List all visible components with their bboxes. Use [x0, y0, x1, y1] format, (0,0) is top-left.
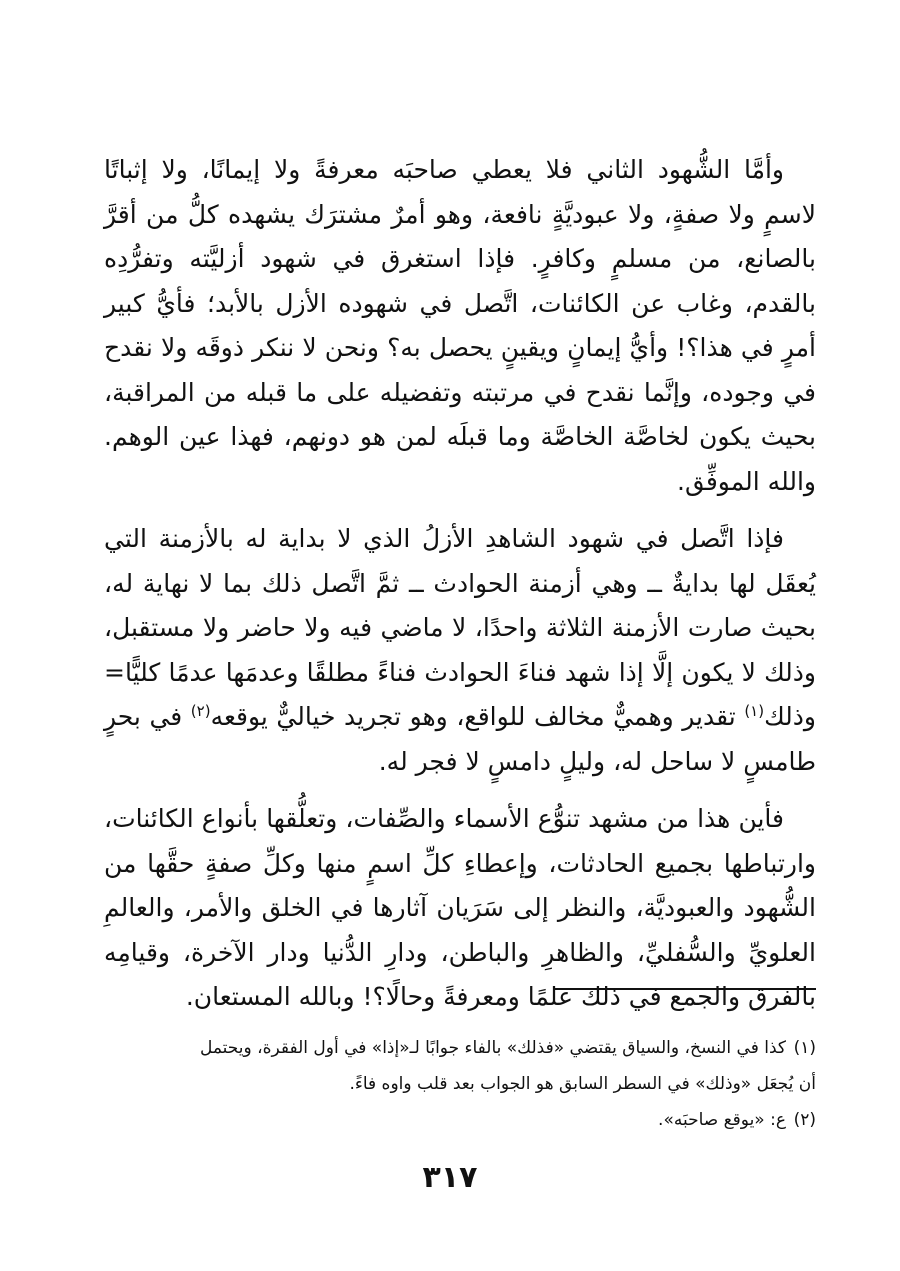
paragraph-2-part-1: فإذا اتَّصل في شهود الشاهدِ الأزلُ الذي لا بداية له بالأزمنة التي يُعقَل لها بدايةٌ ــ وهي أزمنة الحوادث ــ ثمَّ اتَّصل ذلك بما لا نهاية له، بحيث صارت الأزمنة الثلاثة واحدًا، لا ماضي فيه ولا حاضر ولا مستقبل، وذلك لا يكون إلَّا إذا شهد فناءَ الحوادث فناءً مطلقًا وعدمَها عدمًا كليًّا= وذلك: [104, 524, 816, 731]
paragraph-2-part-3: في بحرٍ طامسٍ لا ساحل له، وليلٍ دامسٍ لا فجر له.: [104, 702, 816, 776]
footnote-1-line-1: كذا في النسخ، والسياق يقتضي «فذلك» بالفاء جوابًا لـ«إذا» في أول الفقرة، ويحتمل: [199, 1038, 786, 1058]
footnote-ref-2[interactable]: (٢): [190, 702, 211, 720]
footnote-1: [96, 1030, 816, 1066]
footnote-2-text: ع: «يوقع صاحبَه».: [658, 1110, 786, 1130]
paragraph-3: فأين هذا من مشهد تنوُّع الأسماء والصِّفات، وتعلُّقها بأنواع الكائنات، وارتباطها بجميع الحادثات، وإعطاءِ كلِّ اسمٍ منها وكلِّ صفةٍ حقَّها من الشُّهود والعبوديَّة، والنظر إلى سَرَيان آثارها في الخلق والأمر، والعالمِ العلويِّ والسُّفليِّ، والظاهرِ والباطن، ودارِ الدُّنيا ودار الآخرة، وقيامِه بالفرق والجمع في ذلك علمًا ومعرفةً وحالًا؟! وبالله المستعان.: [104, 804, 816, 1011]
paragraph-1: وأمَّا الشُّهود الثاني فلا يعطي صاحبَه معرفةً ولا إيمانًا، ولا إثباتًا لاسمٍ ولا صفةٍ، ولا عبوديَّةٍ نافعة، وهو أمرٌ مشترَك يشهده كلُّ من أقرَّ بالصانع، من مسلمٍ وكافرٍ. فإذا استغرق في شهود أزليَّته وتفرُّدِه بالقدم، وغاب عن الكائنات، اتَّصل في شهوده الأزل بالأبد؛ فأيُّ كبير أمرٍ في هذا؟! وأيُّ إيمانٍ ويقينٍ يحصل به؟ ونحن لا ننكر ذوقَه ولا نقدح في وجوده، وإنَّما نقدح في مرتبته وتفضيله على ما قبله من المراقبة، بحيث يكون لخاصَّة الخاصَّة وما قبلَه لمن هو دونهم، فهذا عين الوهم. والله الموفِّق.: [104, 155, 816, 496]
footnote-2: [96, 1102, 816, 1138]
main-text: [104, 148, 816, 1020]
page-number: ٣١٧: [422, 1160, 478, 1195]
paragraph-2: [104, 517, 816, 784]
footnote-1-number: (١): [793, 1038, 816, 1058]
footnote-divider: [554, 988, 816, 990]
footnote-2-number: (٢): [793, 1110, 816, 1130]
footnotes: [96, 1030, 816, 1138]
footnote-ref-1[interactable]: (١): [744, 702, 765, 720]
paragraph-2-part-2: تقدير وهميٌّ مخالف للواقع، وهو تجريد خياليٌّ يوقعه: [210, 702, 745, 731]
footnote-1-continuation: أن يُجعَل «وذلك» في السطر السابق هو الجواب بعد قلب واوه فاءً.: [349, 1074, 816, 1094]
